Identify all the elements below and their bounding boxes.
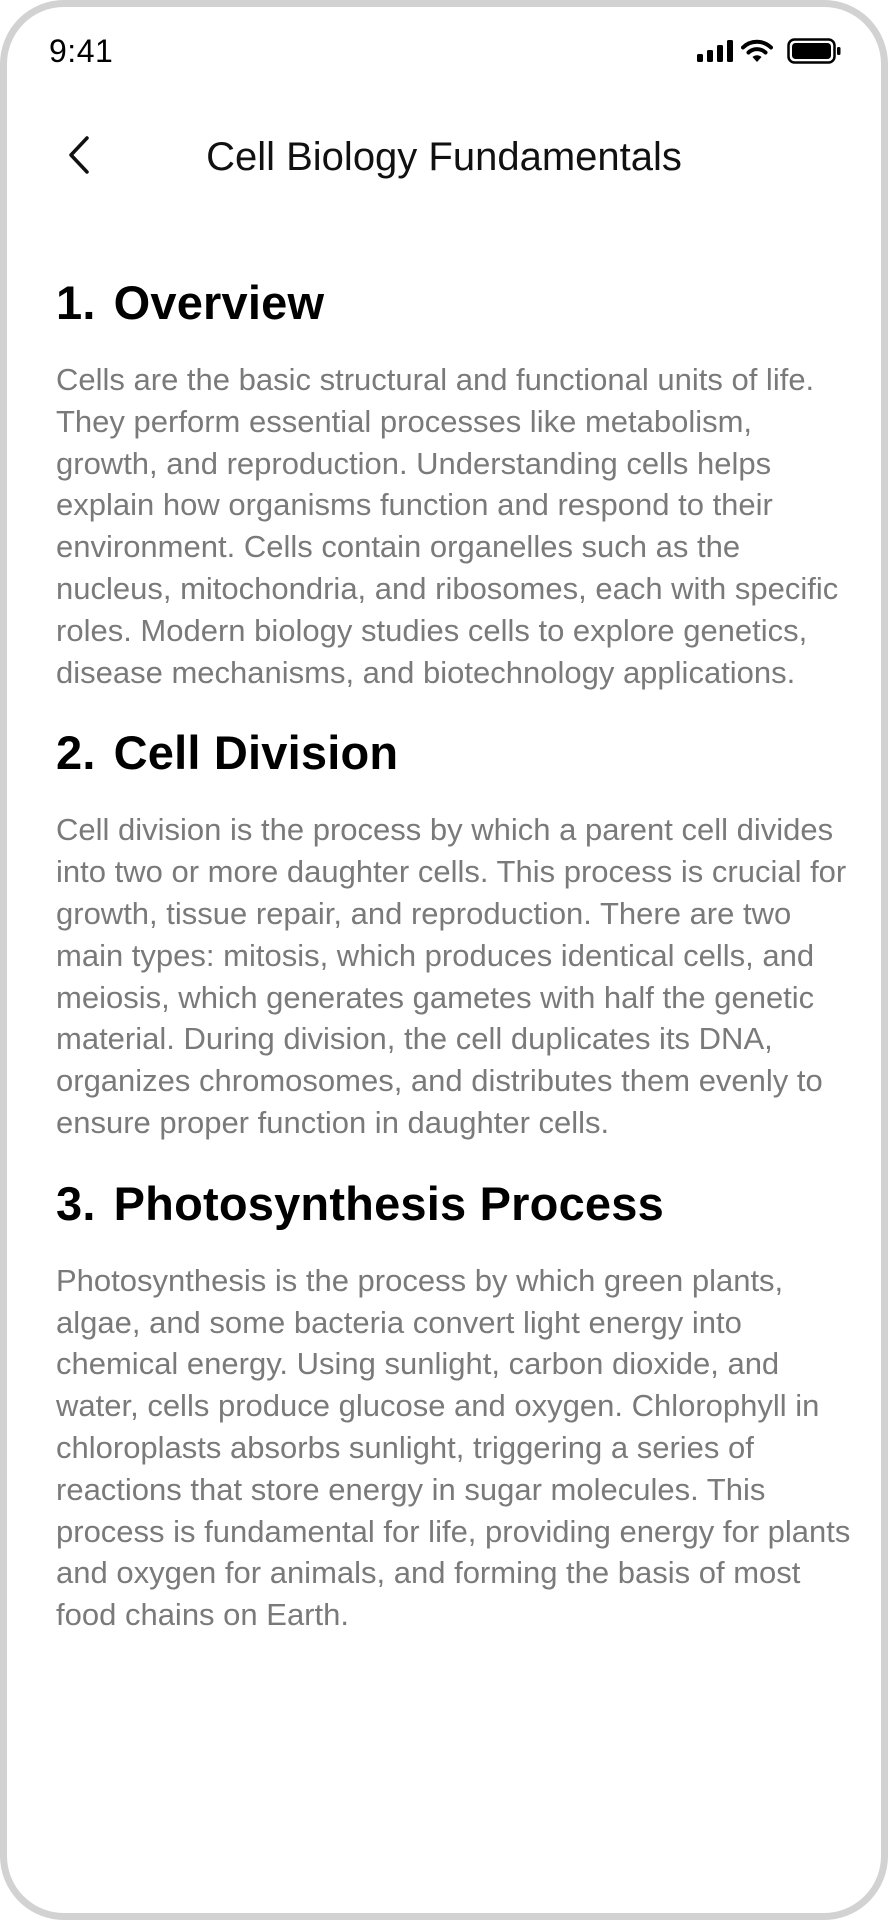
section-number: 3. xyxy=(56,1176,96,1230)
section-overview xyxy=(56,269,856,693)
article-content xyxy=(56,269,856,1662)
battery-icon xyxy=(787,38,841,69)
section-body: Photosynthesis is the process by which green plants, algae, and some bacteria convert light energy into chemical energy. Using sunlight, carbon dioxide, and water, cells produce glucose and oxygen. Chlorophyll in chloroplasts absorbs sunlight, triggering a series of reactions that store energy in sugar molecules. This process is fundamental for life, providing energy for plants and oxygen for animals, and forming the basis of most food chains on Earth. xyxy=(56,1262,851,1633)
section-body: Cells are the basic structural and functional units of life. They perform essential processes like metabolism, growth, and reproduction. Understanding cells helps explain how organisms function and respond to their environment. Cells contain organelles such as the nucleus, mitochondria, and ribosomes, each with specific roles. Modern biology studies cells to explore genetics, disease mechanisms, and biotechnology applications. xyxy=(56,362,839,690)
section-heading xyxy=(56,269,856,337)
signal-icon xyxy=(697,40,733,67)
section-heading xyxy=(56,719,856,787)
section-cell-division xyxy=(56,719,856,1143)
section-body: Cell division is the process by which a parent cell divides into two or more daughter cells. This process is crucial for growth, tissue repair, and reproduction. There are two main types: mitosis, which produces identical cells, and meiosis, which generates gametes with half the genetic material. During division, the cell duplicates its DNA, organizes chromosomes, and distributes them evenly to ensure proper function in daughter cells. xyxy=(56,812,847,1140)
status-icons xyxy=(697,37,841,69)
section-photosynthesis xyxy=(56,1170,856,1636)
navigation-bar xyxy=(7,117,881,197)
section-title: Photosynthesis Process xyxy=(113,1176,664,1230)
status-time: 9:41 xyxy=(49,33,114,69)
wifi-icon xyxy=(741,39,773,68)
section-title: Cell Division xyxy=(113,726,399,780)
section-heading xyxy=(56,1170,856,1238)
section-number: 1. xyxy=(56,276,96,329)
section-title: Overview xyxy=(113,276,325,329)
section-number: 2. xyxy=(56,726,96,780)
status-bar xyxy=(7,7,881,87)
page-title: Cell Biology Fundamentals xyxy=(206,135,682,179)
